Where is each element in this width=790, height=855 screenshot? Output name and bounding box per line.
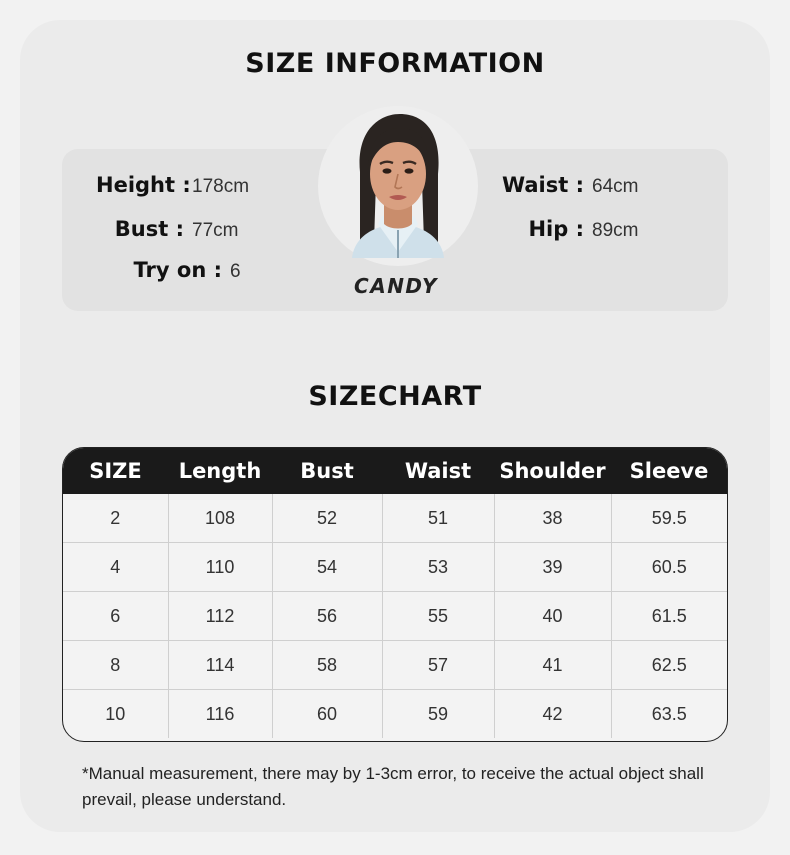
table-cell: 2 xyxy=(63,494,168,543)
stat-waist xyxy=(500,173,638,198)
stat-height-value: 178cm xyxy=(192,176,250,197)
stat-waist-value: 64cm xyxy=(592,176,639,197)
table-cell: 58 xyxy=(272,641,382,690)
table-cell: 42 xyxy=(494,690,611,739)
table-cell: 6 xyxy=(63,592,168,641)
column-header-size: SIZE xyxy=(63,448,168,494)
table-cell: 112 xyxy=(168,592,272,641)
stat-height xyxy=(96,173,249,198)
table-cell: 56 xyxy=(272,592,382,641)
table-cell: 63.5 xyxy=(651,703,687,724)
measurement-note: *Manual measurement, there may by 1-3cm error, to receive the actual object shall prevail, please understand. xyxy=(82,764,704,809)
table-row xyxy=(63,494,727,543)
table-cell: 59.5 xyxy=(611,494,727,543)
model-name: CANDY xyxy=(354,274,438,298)
table-row xyxy=(63,641,727,690)
size-table xyxy=(62,447,728,742)
table-cell: 114 xyxy=(168,641,272,690)
table-cell: 51 xyxy=(382,494,494,543)
table-cell: 8 xyxy=(63,641,168,690)
table-cell: 55 xyxy=(382,592,494,641)
table-cell: 108 xyxy=(168,494,272,543)
table-cell: 38 xyxy=(494,494,611,543)
column-header-bust: Bust xyxy=(272,448,382,494)
model-avatar xyxy=(338,112,458,258)
table-cell: 110 xyxy=(168,543,272,592)
table-row xyxy=(63,592,727,641)
stat-try-on-value: 6 xyxy=(230,261,241,282)
stat-try-on xyxy=(96,258,241,283)
table-cell: 57 xyxy=(382,641,494,690)
table-cell: 52 xyxy=(272,494,382,543)
column-header-waist: Waist xyxy=(382,448,494,494)
stat-waist-label: Waist : xyxy=(501,173,584,197)
table-cell: 53 xyxy=(382,543,494,592)
stat-bust-label: Bust : xyxy=(114,217,184,241)
table-cell: 10 xyxy=(63,690,168,739)
table-cell: 54 xyxy=(272,543,382,592)
column-header-length: Length xyxy=(168,448,272,494)
stat-hip-value: 89cm xyxy=(592,220,639,241)
table-cell: 4 xyxy=(63,543,168,592)
table-cell: 41 xyxy=(494,641,611,690)
stat-hip-label: Hip : xyxy=(528,217,584,241)
table-cell: 39 xyxy=(494,543,611,592)
table-cell: 40 xyxy=(494,592,611,641)
table-cell: 60 xyxy=(272,690,382,739)
table-cell: 59 xyxy=(382,690,494,739)
table-row xyxy=(63,690,727,739)
stat-bust-value: 77cm xyxy=(192,220,239,241)
sizechart-title: SIZECHART xyxy=(308,381,482,412)
page-title: SIZE INFORMATION xyxy=(245,48,545,79)
stat-height-label: Height : xyxy=(96,173,191,197)
stat-bust xyxy=(96,217,238,242)
table-cell: 60.5 xyxy=(611,543,727,592)
table-cell: 116 xyxy=(168,690,272,739)
stat-try-on-label: Try on : xyxy=(133,258,222,282)
column-header-shoulder: Shoulder xyxy=(494,448,611,494)
table-header-row xyxy=(63,448,727,494)
table-cell: 62.5 xyxy=(611,641,727,690)
stat-hip xyxy=(500,217,638,242)
table-cell: 61.5 xyxy=(611,592,727,641)
column-header-sleeve: Sleeve xyxy=(611,448,727,494)
table-row xyxy=(63,543,727,592)
